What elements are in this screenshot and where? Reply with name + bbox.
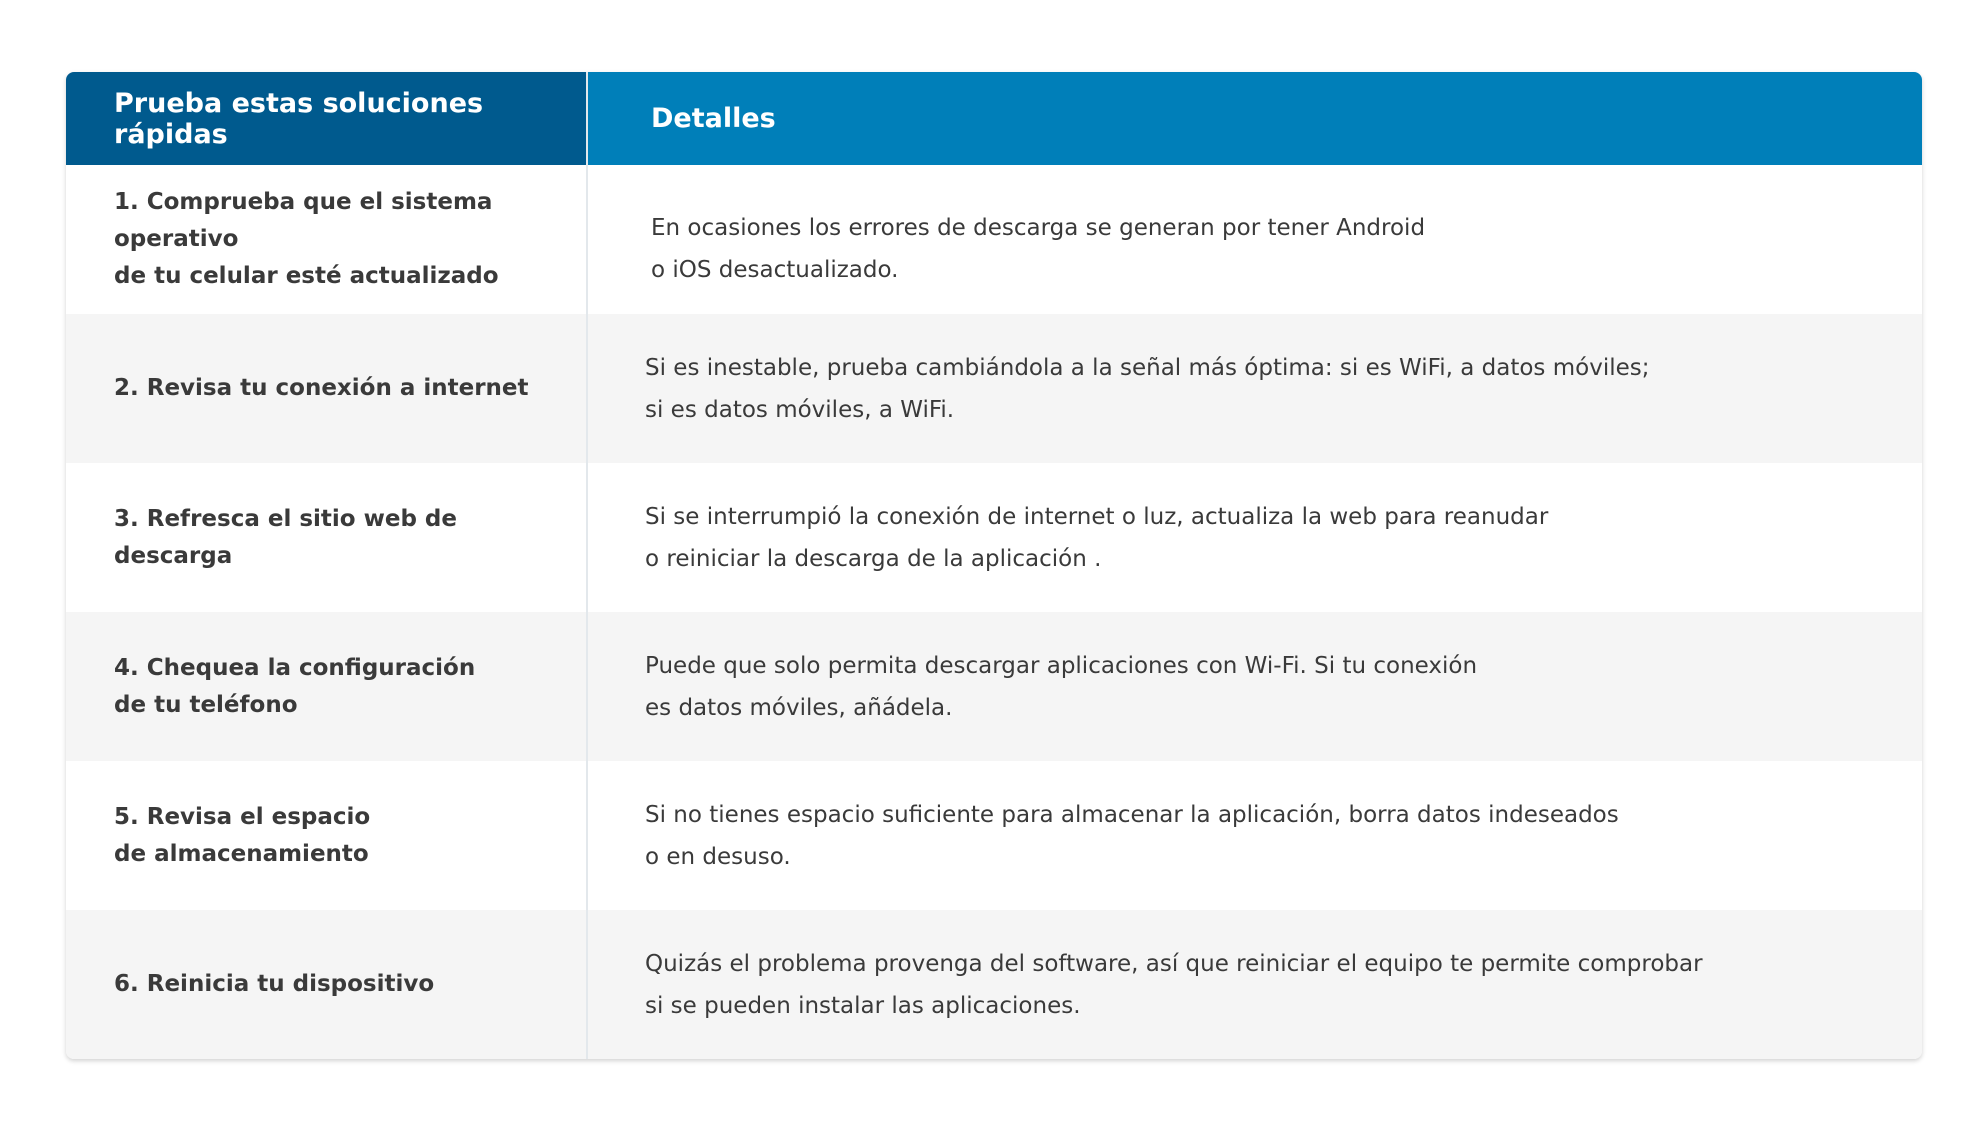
solution-text: 2. Revisa tu conexión a internet bbox=[114, 375, 529, 401]
table-row bbox=[66, 165, 1922, 314]
detail-cell bbox=[588, 612, 1922, 761]
table-row bbox=[66, 910, 1922, 1059]
solution-cell bbox=[66, 463, 588, 612]
table-row bbox=[66, 314, 1922, 463]
solution-text: 6. Reinicia tu dispositivo bbox=[114, 971, 435, 997]
table-header-row bbox=[66, 72, 1922, 165]
solutions-table bbox=[66, 72, 1922, 1059]
detail-cell bbox=[588, 910, 1922, 1059]
detail-text: es datos móviles, añádela. bbox=[645, 694, 953, 721]
solution-cell bbox=[66, 761, 588, 910]
solution-text: 4. Chequea la configuración bbox=[114, 654, 476, 681]
header-details bbox=[588, 72, 1922, 165]
detail-text: o reiniciar la descarga de la aplicación . bbox=[645, 545, 1102, 572]
header-solutions bbox=[66, 72, 588, 165]
solution-cell bbox=[66, 314, 588, 463]
solution-cell bbox=[66, 165, 588, 314]
detail-text: Si es inestable, prueba cambiándola a la señal más óptima: si es WiFi, a datos móviles; bbox=[645, 354, 1650, 381]
detail-cell bbox=[588, 463, 1922, 612]
table-row bbox=[66, 761, 1922, 910]
detail-text: si es datos móviles, a WiFi. bbox=[645, 396, 955, 423]
detail-cell bbox=[588, 314, 1922, 463]
detail-text: si se pueden instalar las aplicaciones. bbox=[645, 992, 1081, 1019]
solution-text: 1. Comprueba que el sistema operativo bbox=[114, 189, 493, 252]
detail-cell bbox=[588, 165, 1922, 314]
detail-cell bbox=[588, 761, 1922, 910]
table-row bbox=[66, 612, 1922, 761]
solution-text: de almacenamiento bbox=[114, 840, 369, 867]
detail-text: o en desuso. bbox=[645, 843, 791, 870]
detail-text: o iOS desactualizado. bbox=[651, 256, 899, 283]
solution-text: 3. Refresca el sitio web de descarga bbox=[114, 505, 457, 569]
solution-text: de tu celular esté actualizado bbox=[114, 263, 499, 289]
detail-text: Puede que solo permita descargar aplicaciones con Wi-Fi. Si tu conexión bbox=[645, 652, 1478, 679]
detail-text: En ocasiones los errores de descarga se generan por tener Android bbox=[651, 214, 1426, 241]
detail-text: Quizás el problema provenga del software, así que reiniciar el equipo te permite comprobar bbox=[645, 950, 1703, 977]
detail-text: Si se interrumpió la conexión de internet o luz, actualiza la web para reanudar bbox=[645, 503, 1549, 530]
solution-text: de tu teléfono bbox=[114, 691, 298, 718]
detail-text: Si no tienes espacio suficiente para almacenar la aplicación, borra datos indeseados bbox=[645, 801, 1619, 828]
header-solutions-label: Prueba estas soluciones rápidas bbox=[114, 87, 484, 150]
header-details-label: Detalles bbox=[651, 103, 776, 134]
solution-cell bbox=[66, 612, 588, 761]
table-row bbox=[66, 463, 1922, 612]
solution-text: 5. Revisa el espacio bbox=[114, 803, 371, 830]
solution-cell bbox=[66, 910, 588, 1059]
